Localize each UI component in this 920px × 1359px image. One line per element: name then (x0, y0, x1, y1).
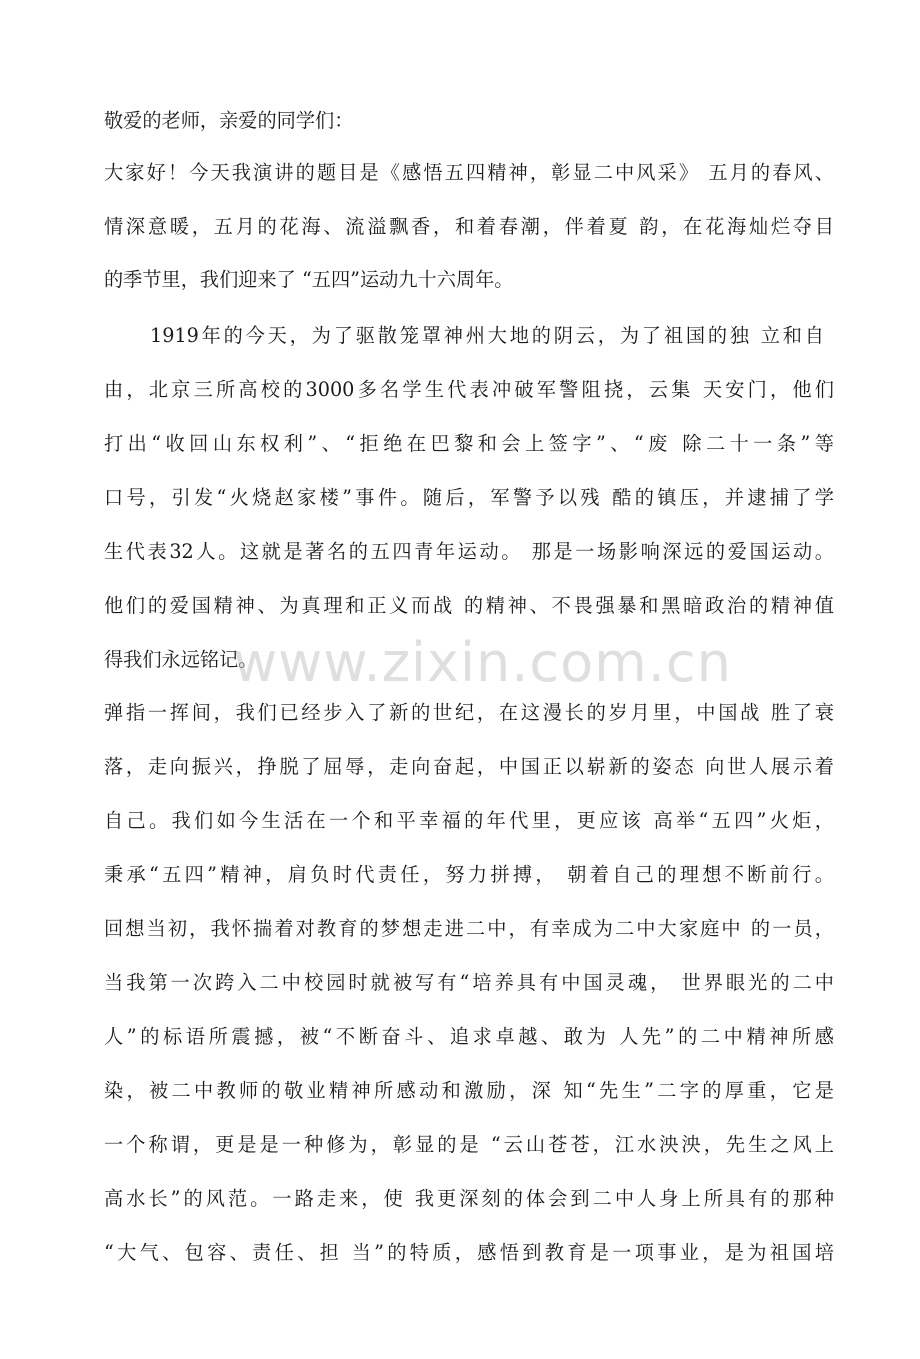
text-line: 的季节里，我们迎来了 “五四”运动九十六周年。 (104, 268, 514, 291)
text-line: 口号，引发“火烧赵家楼”事件。随后，军警予以残 酷的镇压，并逮捕了学 (104, 486, 834, 509)
text-line: 1919年的今天，为了驱散笼罩神州大地的阴云，为了祖国的独 立和自 (150, 324, 824, 347)
text-line: 人”的标语所震撼，被“不断奋斗、追求卓越、敢为 人先”的二中精神所感 (104, 1025, 834, 1048)
text-line: “大气、包容、责任、担 当”的特质，感悟到教育是一项事业，是为祖国培 (104, 1241, 834, 1264)
text-line: 一个称谓，更是是一种修为，彰显的是 “云山苍苍，江水泱泱，先生之风上 (104, 1133, 834, 1156)
watermark: www.zixin.com.cn (233, 631, 732, 694)
text-line: 自己。我们如今生活在一个和平幸福的年代里，更应该 高举“五四”火炬， (104, 809, 834, 832)
text-line: 高水长”的风范。一路走来，使 我更深刻的体会到二中人身上所具有的那种 (104, 1187, 834, 1210)
text-line: 他们的爱国精神、为真理和正义而战 的精神、不畏强暴和黑暗政治的精神值 (104, 594, 834, 617)
text-line: 落，走向振兴，挣脱了屈辱，走向奋起，中国正以崭新的姿态 向世人展示着 (104, 755, 834, 778)
salutation-line: 敬爱的老师，亲爱的同学们： (104, 109, 354, 132)
text-line: 打出“收回山东权利”、“拒绝在巴黎和会上签字”、“废 除二十一条”等 (104, 432, 834, 455)
text-line: 大家好！今天我演讲的题目是《感悟五四精神，彰显二中风采》 五月的春风、 (104, 161, 834, 184)
text-line: 弹指一挥间，我们已经步入了新的世纪，在这漫长的岁月里，中国战 胜了衰 (104, 701, 834, 724)
text-line: 回想当初，我怀揣着对教育的梦想走进二中，有幸成为二中大家庭中 的一员， (104, 917, 834, 940)
text-line: 秉承“五四”精神，肩负时代责任，努力拼搏， 朝着自己的理想不断前行。 (104, 863, 834, 886)
text-line: 生代表32人。这就是著名的五四青年运动。 那是一场影响深远的爱国运动。 (104, 540, 834, 563)
text-line: 当我第一次跨入二中校园时就被写有“培养具有中国灵魂， 世界眼光的二中 (104, 971, 834, 994)
text-line: 得我们永远铭记。 (104, 648, 258, 671)
text-line: 由，北京三所高校的3000多名学生代表冲破军警阻挠，云集 天安门，他们 (104, 378, 834, 401)
text-line: 染，被二中教师的敬业精神所感动和激励，深 知“先生”二字的厚重，它是 (104, 1079, 834, 1102)
text-line: 情深意暖，五月的花海、流溢飘香，和着春潮，伴着夏 韵，在花海灿烂夺目 (104, 215, 834, 238)
